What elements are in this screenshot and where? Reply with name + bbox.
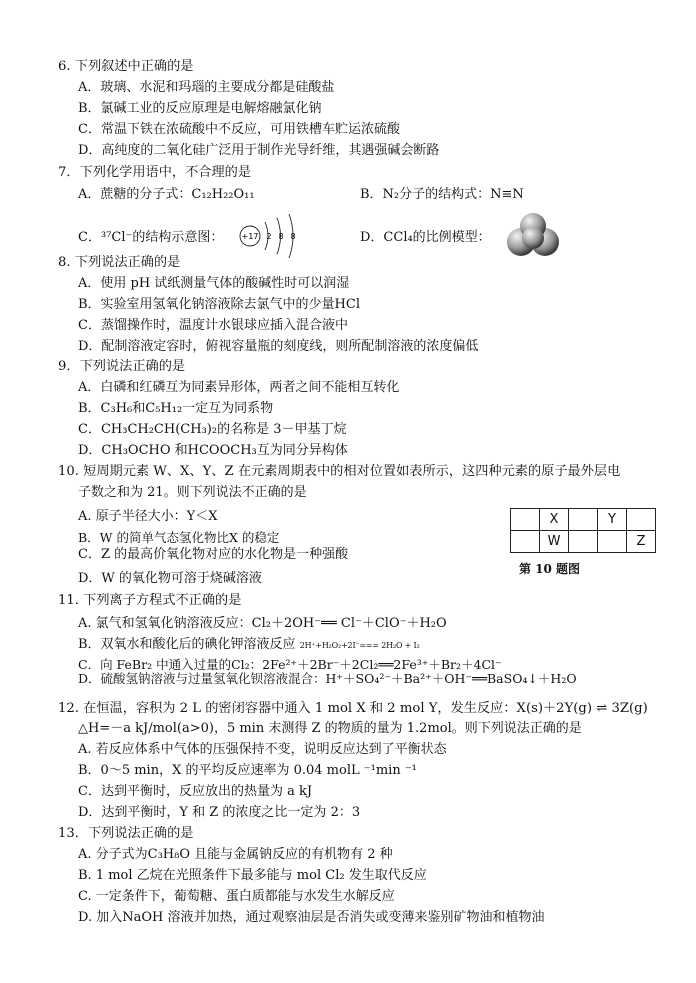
ccl4-space-filling-model: [505, 212, 561, 258]
q10-option-c: C．Z 的最高价氧化物对应的水化物是一种强酸: [78, 547, 349, 562]
q6-option-c: C．常温下铁在浓硫酸中不反应，可用铁槽车贮运浓硫酸: [78, 122, 400, 137]
q13-option-c: C. 一定条件下，葡萄糖、蛋白质都能与水发生水解反应: [78, 889, 395, 904]
q11-option-a: A. 氯气和氢氧化钠溶液反应：Cl₂＋2OH⁻══ Cl⁻＋ClO⁻＋H₂O: [78, 616, 447, 631]
q13-option-b: B. 1 mol 乙烷在光照条件下最多能与 mol Cl₂ 发生取代反应: [78, 868, 427, 883]
q11-option-d: D．硫酸氢钠溶液与过量氢氧化钡溶液混合：H⁺＋SO₄²⁻＋Ba²⁺＋OH⁻══BaSO₄↓＋H₂O: [78, 671, 577, 686]
q7-option-a: A．蔗糖的分子式：C₁₂H₂₂O₁₁: [78, 187, 255, 202]
shell-1-count: 2: [266, 232, 272, 241]
table-cell: [598, 531, 627, 553]
q10-option-b: B．W 的简单气态氢化物比X 的稳定: [78, 530, 280, 545]
q8-option-d: D．配制溶液定容时，俯视容量瓶的刻度线，则所配制溶液的浓度偏低: [78, 339, 479, 354]
q10-option-d: D．W 的氧化物可溶于烧碱溶液: [78, 571, 262, 586]
q9-option-d: D．CH₃OCHO 和HCOOCH₃互为同分异构体: [78, 443, 348, 458]
q12-stem-line1: 12. 在恒温，容积为 2 L 的密闭容器中通入 1 mol X 和 2 mol Y，发生反应：X(s)＋2Y(g) ⇌ 3Z(g): [58, 701, 648, 716]
table-cell: Z: [627, 531, 656, 553]
q9-option-b: B．C₃H₆和C₅H₁₂一定互为同系物: [78, 401, 274, 416]
table-row: [511, 531, 656, 553]
q9-option-a: A．白磷和红磷互为同素异形体，两者之间不能相互转化: [78, 380, 400, 395]
q12-stem-line2: △H=－a kJ/mol(a>0)，5 min 末测得 Z 的物质的量为 1.2mol。则下列说法正确的是: [78, 721, 582, 736]
table-row: [511, 509, 656, 531]
table-cell: [511, 531, 540, 553]
q12-option-c: C．达到平衡时，反应放出的热量为 a kJ: [78, 784, 313, 799]
table-cell: X: [540, 509, 569, 531]
q10-stem-line2: 子数之和为 21。则下列说法不正确的是: [78, 485, 307, 500]
q6-option-d: D．高纯度的二氧化硅广泛用于制作光导纤维，其遇强碱会断路: [78, 143, 440, 158]
q13-option-d: D. 加入NaOH 溶液并加热，通过观察油层是否消失或变薄来鉴别矿物油和植物油: [78, 910, 545, 925]
periodic-table-fragment: [510, 508, 656, 553]
table-cell: [569, 509, 598, 531]
q11-option-b-equation: 2H⁺+H₂O₂+2I⁻=== 2H₂O + I₂: [299, 641, 420, 650]
q11-stem: 11. 下列离子方程式不正确的是: [58, 593, 242, 608]
table-cell: [627, 509, 656, 531]
q12-option-b: B．0～5 min，X 的平均反应速率为 0.04 molL ⁻¹min ⁻¹: [78, 763, 417, 778]
q11-option-b: [78, 636, 419, 655]
q8-option-c: C．蒸馏操作时，温度计水银球应插入混合液中: [78, 318, 348, 333]
nucleus-label: +17: [241, 232, 259, 241]
figure-caption: 第 10 题图: [519, 562, 581, 576]
q6-option-b: B．氯碱工业的反应原理是电解熔融氯化钠: [78, 101, 322, 116]
shell-2-count: 8: [278, 232, 284, 241]
q8-option-b: B．实验室用氢氧化钠溶液除去氯气中的少量HCl: [78, 297, 360, 312]
q6-stem: 6. 下列叙述中正确的是: [58, 59, 194, 74]
table-cell: Y: [598, 509, 627, 531]
atomic-structure-diagram: [238, 210, 308, 260]
q9-stem: 9．下列说法正确的是: [58, 359, 186, 374]
q7-option-b: B．N₂分子的结构式：N≡N: [360, 187, 524, 202]
q9-option-c: C．CH₃CH₂CH(CH₃)₂的名称是 3－甲基丁烷: [78, 422, 347, 437]
q8-option-a: A．使用 pH 试纸测量气体的酸碱性时可以润湿: [78, 276, 350, 291]
q12-option-a: A. 若反应体系中气体的压强保持不变，说明反应达到了平衡状态: [78, 742, 447, 757]
q13-stem: 13．下列说法正确的是: [58, 826, 194, 841]
q11-option-b-text: B．双氧水和酸化后的碘化钾溶液反应: [78, 637, 296, 652]
q12-option-d: D．达到平衡时，Y 和 Z 的浓度之比一定为 2：3: [78, 805, 361, 820]
q8-stem: 8. 下列说法正确的是: [58, 255, 181, 270]
q6-option-a: A．玻璃、水泥和玛瑙的主要成分都是硅酸盐: [78, 80, 335, 95]
table-cell: W: [540, 531, 569, 553]
q13-option-a: A. 分子式为C₃H₈O 且能与金属钠反应的有机物有 2 种: [78, 847, 393, 862]
q10-option-a: A. 原子半径大小：Y＜X: [78, 509, 218, 524]
q10-stem-line1: 10. 短周期元素 W、X、Y、Z 在元素周期表中的相对位置如表所示，这四种元素的原子最外层电: [58, 464, 621, 479]
table-cell: [511, 509, 540, 531]
shell-3-count: 8: [290, 232, 296, 241]
q7-option-d: D．CCl₄的比例模型：: [360, 230, 491, 245]
q7-stem: 7．下列化学用语中，不合理的是: [58, 165, 252, 180]
table-cell: [569, 531, 598, 553]
q11-option-c: C．向 FeBr₂ 中通入过量的Cl₂：2Fe²⁺＋2Br⁻＋2Cl₂══2Fe³⁺＋Br₂＋4Cl⁻: [78, 657, 502, 672]
q7-option-c: C．³⁷Cl⁻的结构示意图：: [78, 230, 224, 245]
